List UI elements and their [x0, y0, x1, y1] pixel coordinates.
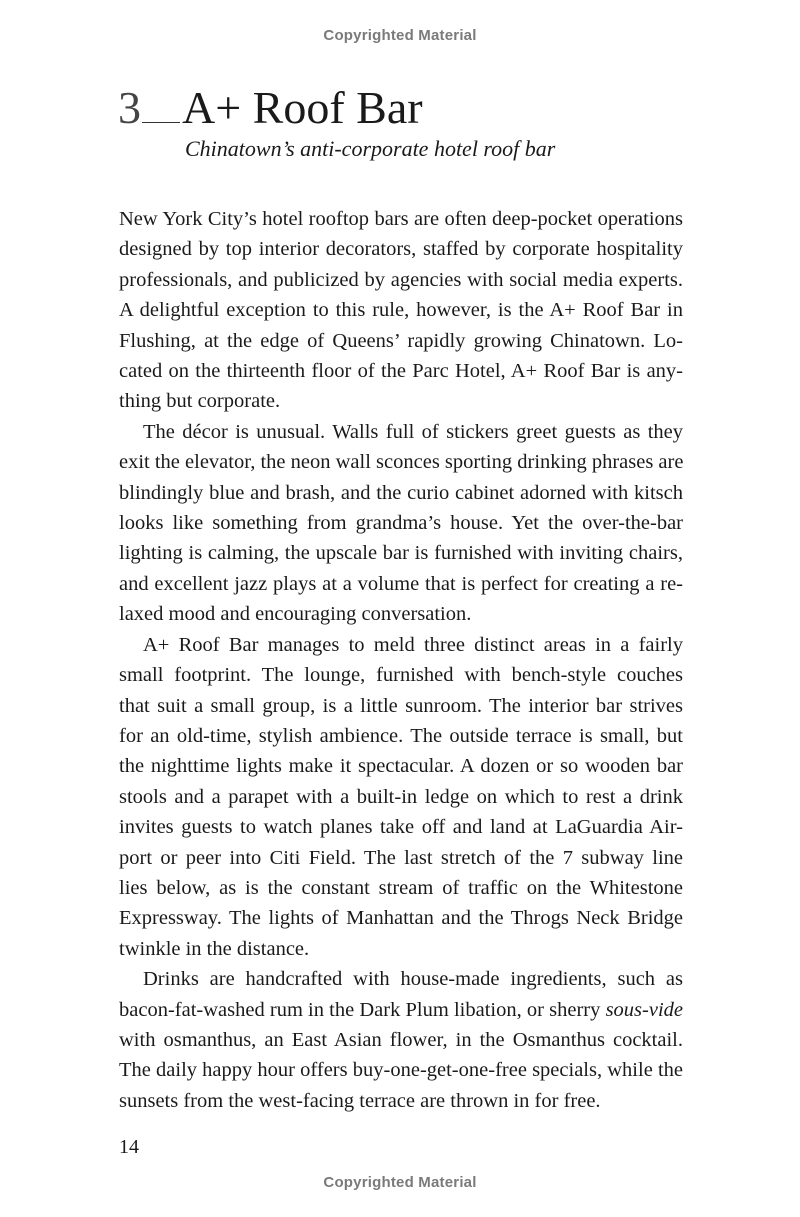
paragraph-4 [119, 964, 683, 1116]
text-line: for an old-time, stylish ambience. The outside terrace is small, but [119, 724, 683, 747]
text-line: port or peer into Citi Field. The last stretch of the 7 subway line [119, 846, 683, 869]
paragraph-3 [119, 630, 683, 964]
text-line: New York City’s hotel rooftop bars are often deep-pocket operations [119, 208, 683, 230]
text-line: with osmanthus, an East Asian flower, in the Osmanthus cocktail. [119, 1028, 683, 1051]
text-line: invites guests to watch planes take off and land at LaGuardia Air- [119, 816, 683, 839]
copyright-watermark-bottom: Copyrighted Material [323, 1174, 477, 1191]
text-line: The décor is unusual. Walls full of stickers greet guests as they [143, 420, 683, 443]
text-line: twinkle in the distance. [119, 937, 310, 960]
text-line: sunsets from the west-facing terrace are thrown in for free. [119, 1089, 601, 1112]
text-line [119, 995, 683, 1025]
text-line: the nighttime lights make it spectacular. A dozen or so wooden bar [119, 755, 683, 778]
chapter-subtitle: Chinatown’s anti-corporate hotel roof bar [185, 136, 556, 161]
text-line: Drinks are handcrafted with house-made ingredients, such as [143, 968, 683, 991]
text-segment: bacon-fat-washed rum in the Dark Plum libation, or sherry [119, 998, 606, 1021]
text-line: cated on the thirteenth floor of the Parc Hotel, A+ Roof Bar is any- [119, 360, 683, 383]
text-line: exit the elevator, the neon wall sconces sporting drinking phrases are [119, 451, 684, 474]
paragraph-1 [119, 204, 683, 417]
text-line: laxed mood and encouraging conversation. [119, 603, 472, 626]
copyright-watermark-top: Copyrighted Material [323, 27, 477, 44]
text-line: A delightful exception to this rule, however, is the A+ Roof Bar in [119, 299, 683, 322]
text-line: looks like something from grandma’s house. Yet the over-the-bar [119, 512, 683, 535]
text-line: thing but corporate. [119, 390, 281, 413]
text-line: Flushing, at the edge of Queens’ rapidly growing Chinatown. Lo- [119, 329, 683, 352]
chapter-title: A+ Roof Bar [182, 82, 423, 133]
text-line: that suit a small group, is a little sunroom. The interior bar strives [119, 694, 683, 717]
text-line: The daily happy hour offers buy-one-get-one-free specials, while the [119, 1059, 683, 1082]
text-line: professionals, and publicized by agencies with social media experts. [119, 268, 683, 291]
italic-term: sous-vide [605, 998, 683, 1021]
body-text [119, 204, 683, 1116]
text-line: A+ Roof Bar manages to meld three distinct areas in a fairly [143, 633, 683, 656]
text-line: blindingly blue and brash, and the curio cabinet adorned with kitsch [119, 481, 683, 504]
chapter-number-rule [142, 122, 180, 123]
chapter-heading [118, 80, 423, 136]
page-number: 14 [119, 1136, 139, 1158]
text-line: Expressway. The lights of Manhattan and the Throgs Neck Bridge [119, 907, 683, 930]
text-line: designed by top interior decorators, staffed by corporate hospitality [119, 238, 683, 261]
text-line: lies below, as is the constant stream of traffic on the Whitestone [119, 876, 683, 899]
text-line: lighting is calming, the upscale bar is furnished with inviting chairs, [119, 542, 683, 565]
text-line: stools and a parapet with a built-in ledge on which to rest a drink [119, 785, 683, 808]
text-line: small footprint. The lounge, furnished with bench-style couches [119, 664, 683, 687]
text-line: and excellent jazz plays at a volume that is perfect for creating a re- [119, 572, 683, 595]
paragraph-2 [119, 417, 683, 630]
chapter-number: 3 [118, 82, 141, 133]
